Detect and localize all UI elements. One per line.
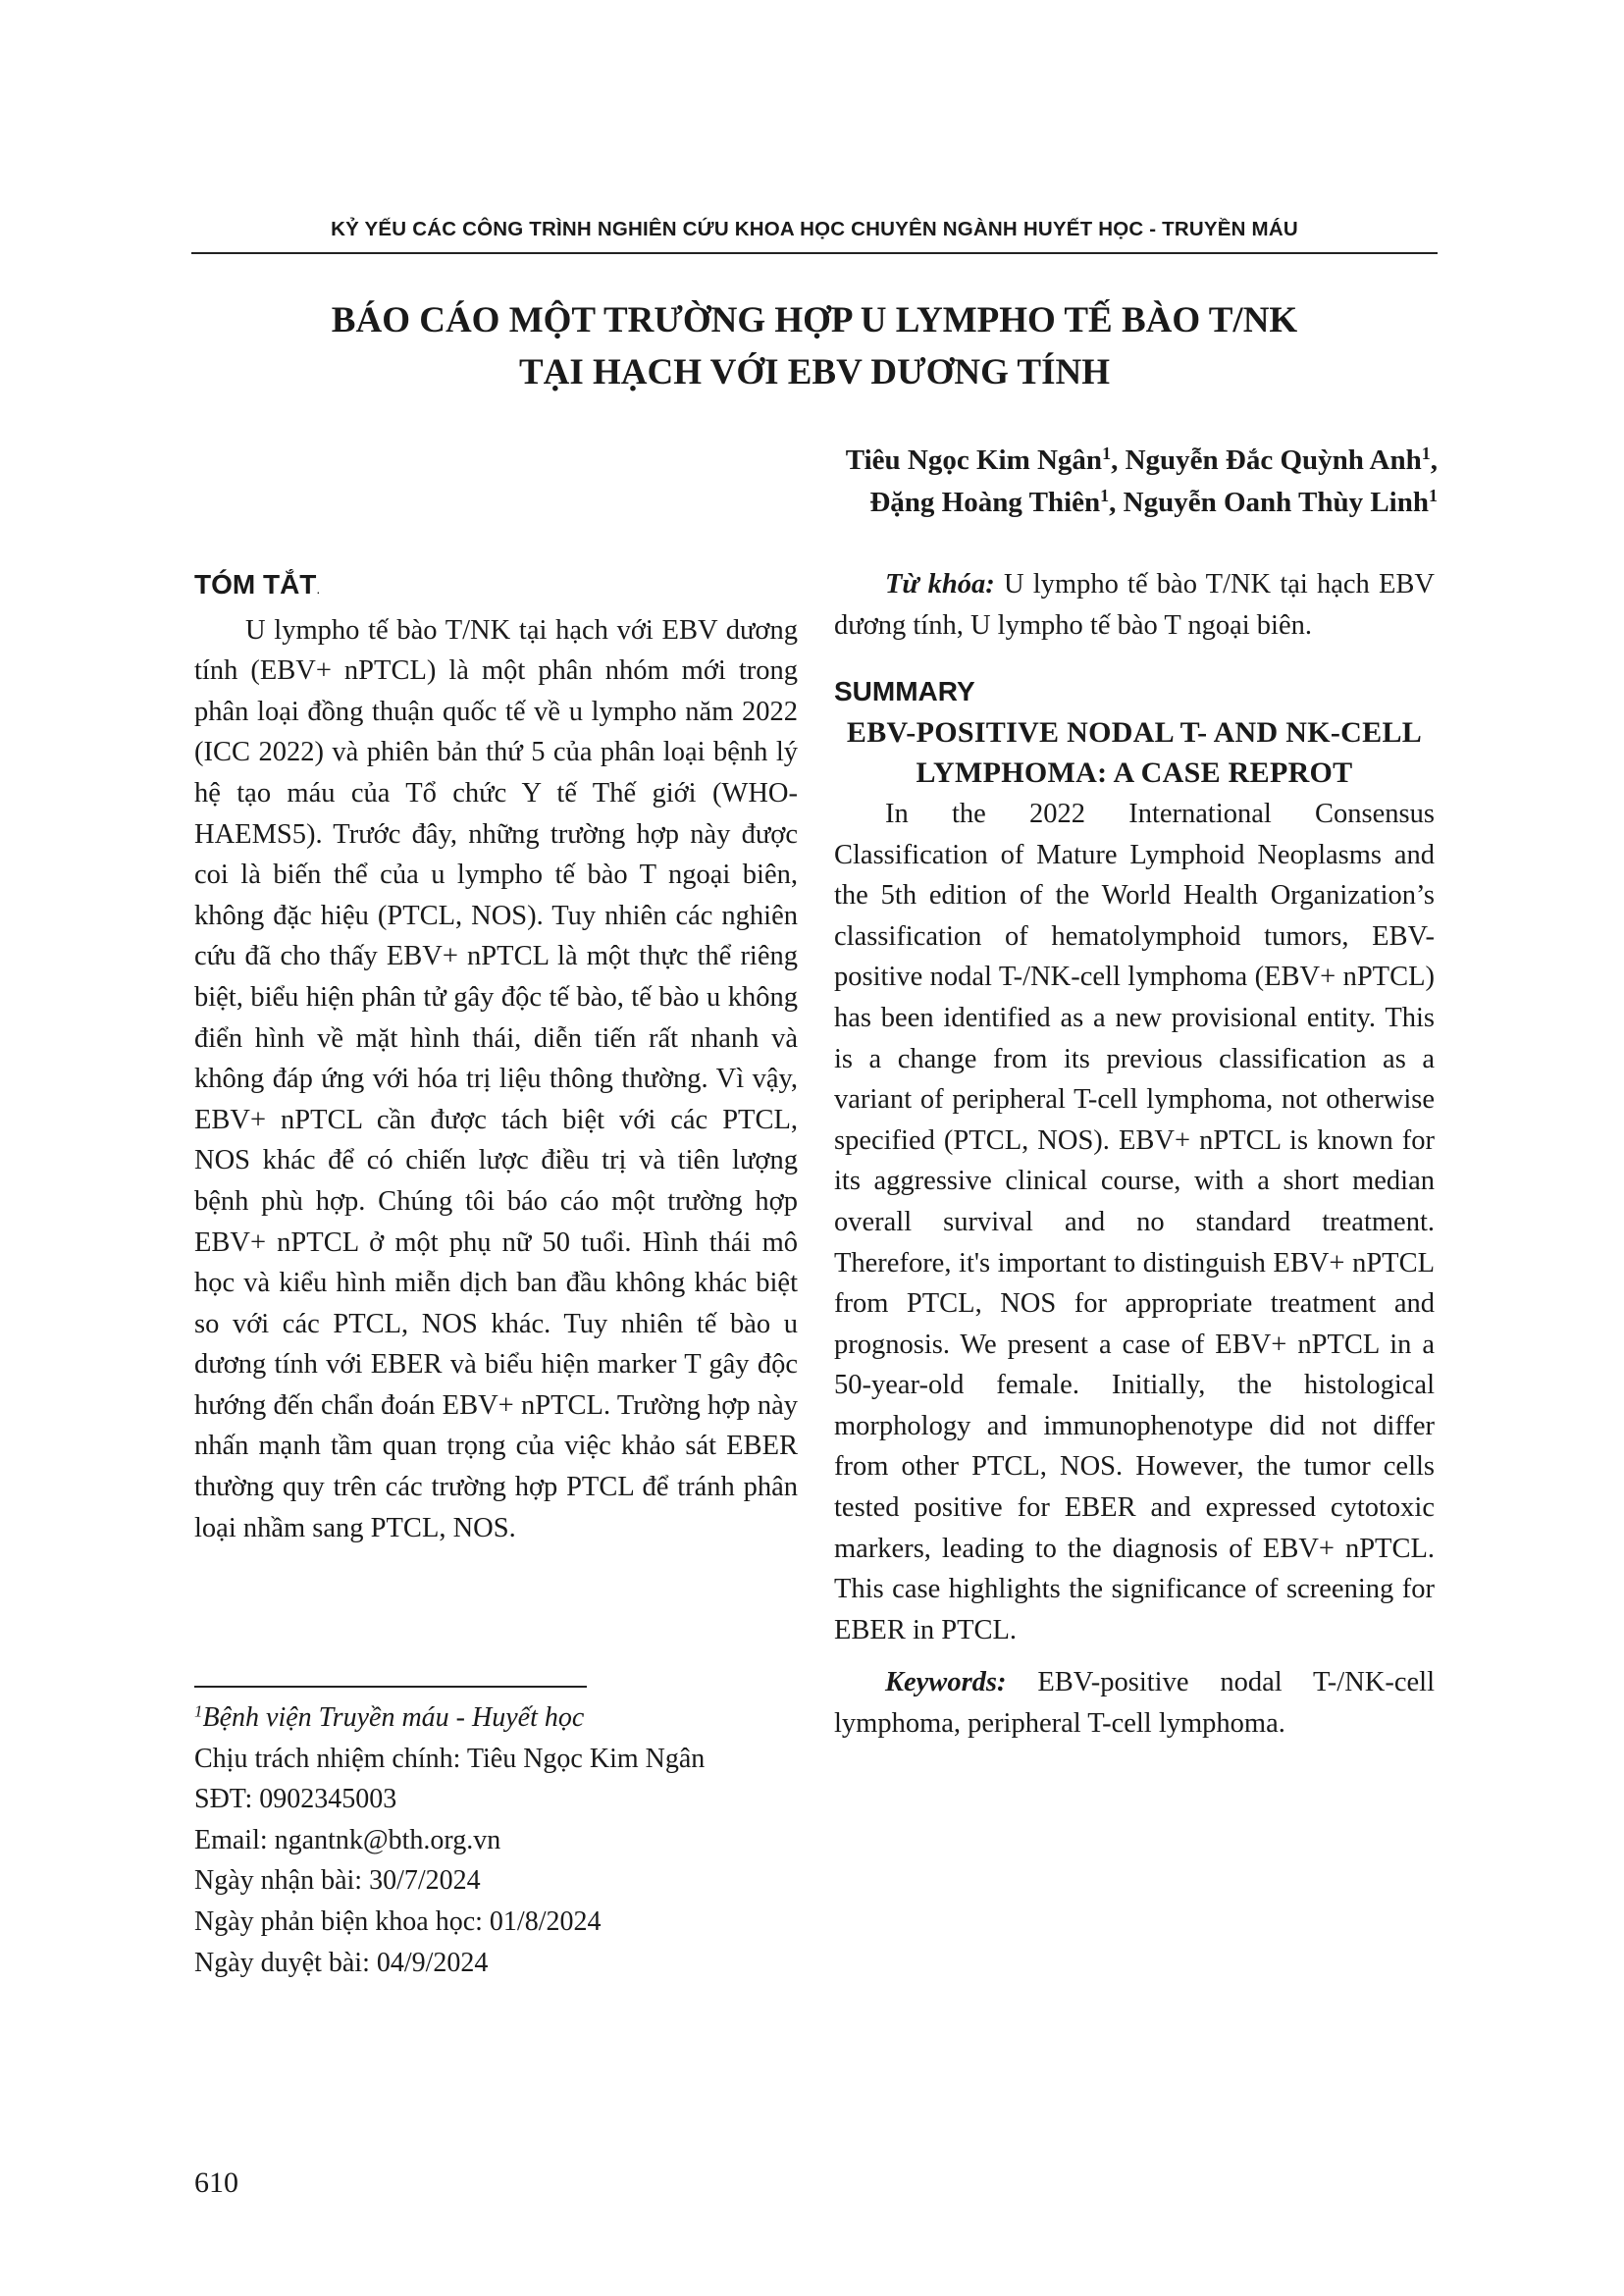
left-column — [194, 564, 798, 1548]
author-name: Tiêu Ngọc Kim Ngân — [845, 444, 1103, 476]
title-line-1: BÁO CÁO MỘT TRƯỜNG HỢP U LYMPHO TẾ BÀO T/NK — [331, 300, 1298, 340]
heading-dot: . — [316, 581, 321, 597]
keywords-en — [834, 1662, 1435, 1744]
author-line-1: Tiêu Ngọc Kim Ngân$^1$, Nguyễn Đắc Quỳnh Anh$^1$, — [845, 444, 1438, 476]
keywords-vi-label: Từ khóa: — [885, 569, 995, 600]
footnote-accepted: Ngày duyệt bài: 04/9/2024 — [194, 1947, 489, 1978]
summary-body: In the 2022 International Consensus Classification of Mature Lymphoid Neoplasms and the 5th edition of the World Health Organization’s classification of hematolymphoid tumors, EBV-positive nodal T-/NK-cell lymphoma (EBV+ nPTCL) has been identified as a new provisional entity. This is a change from its previous classification as a variant of peripheral T-cell lymphoma, not otherwise specified (PTCL, NOS). EBV+ nPTCL is known for its aggressive clinical course, with a short median overall survival and no standard treatment. Therefore, it's important to distinguish EBV+ nPTCL from PTCL, NOS for appropriate treatment and prognosis. We present a case of EBV+ nPTCL in a 50-year-old female. Initially, the histological morphology and immunophenotype did not differ from other PTCL, NOS. However, the tumor cells tested positive for EBER and expressed cytotoxic markers, leading to the diagnosis of EBV+ nPTCL. This case highlights the significance of screening for EBER in PTCL. — [834, 798, 1435, 1645]
running-header: KỶ YẾU CÁC CÔNG TRÌNH NGHIÊN CỨU KHOA HỌC CHUYÊN NGÀNH HUYẾT HỌC - TRUYỀN MÁU — [331, 218, 1298, 240]
affiliation-mark: 1 — [1421, 444, 1431, 464]
keywords-vi — [834, 564, 1435, 646]
footnote-mark: 1 — [194, 1701, 203, 1721]
author-list — [846, 440, 1438, 524]
summary-title: EBV-POSITIVE NODAL T- AND NK-CELL LYMPHOMA: A CASE REPROT — [846, 715, 1423, 790]
author-name: Nguyễn Oanh Thùy Linh — [1123, 487, 1429, 518]
footnotes — [194, 1697, 822, 1983]
footnote-reviewed: Ngày phản biện khoa học: 01/8/2024 — [194, 1905, 602, 1937]
abstract-vi-body: U lympho tế bào T/NK tại hạch với EBV dương tính (EBV+ nPTCL) là một phân nhóm mới trong phân loại đồng thuận quốc tế về u lympho năm 2022 (ICC 2022) và phiên bản thứ 5 của phân loại bệnh lý hệ tạo máu của Tổ chức Y tế Thế giới (WHO-HAEMS5). Trước đây, những trường hợp này được coi là biến thể của u lympho tế bào T ngoại biên, không đặc hiệu (PTCL, NOS). Tuy nhiên các nghiên cứu đã cho thấy EBV+ nPTCL là một thực thể riêng biệt, biểu hiện phân tử gây độc tế bào, tế bào u không điển hình về mặt hình thái, diễn tiến rất nhanh và không đáp ứng với hóa trị liệu thông thường. Vì vậy, EBV+ nPTCL cần được tách biệt với các PTCL, NOS khác để có chiến lược điều trị và tiên lượng bệnh phù hợp. Chúng tôi báo cáo một trường hợp EBV+ nPTCL ở một phụ nữ 50 tuổi. Hình thái mô học và kiểu hình miễn dịch ban đầu không khác biệt so với các PTCL, NOS khác. Tuy nhiên tế bào u dương tính với EBER và biểu hiện marker T gây độc hướng đến chẩn đoán EBV+ nPTCL. Trường hợp này nhấn mạnh tầm quan trọng của việc khảo sát EBER thường quy trên các trường hợp PTCL để tránh phân loại nhầm sang PTCL, NOS. — [194, 614, 798, 1543]
header-rule — [191, 252, 1438, 254]
footnote-rule — [194, 1686, 587, 1688]
summary-heading: SUMMARY — [834, 676, 975, 707]
author-name: Nguyễn Đắc Quỳnh Anh — [1125, 444, 1422, 476]
footnote-affiliation: $^1$Bệnh viện Truyền máu - Huyết học — [194, 1701, 585, 1733]
footnote-phone: SĐT: 0902345003 — [194, 1784, 397, 1815]
abstract-vi-heading: TÓM TẮT. — [194, 569, 321, 600]
right-column — [834, 564, 1435, 1745]
author-line-2: Đặng Hoàng Thiên$^1$, Nguyễn Oanh Thùy Linh$^1$ — [869, 486, 1438, 518]
article-title — [191, 294, 1438, 398]
affiliation-mark: 1 — [1102, 444, 1112, 464]
footnote-email: Email: ngantnk@bth.org.vn — [194, 1824, 501, 1855]
keywords-vi-text: U lympho tế bào T/NK tại hạch EBV dương tính, U lympho tế bào T ngoại biên. — [834, 569, 1436, 641]
footnote-corresponding: Chịu trách nhiệm chính: Tiêu Ngọc Kim Ngân — [194, 1743, 706, 1774]
affiliation-mark: 1 — [1100, 486, 1110, 506]
page-number: 610 — [194, 2166, 238, 2199]
title-line-2: TẠI HẠCH VỚI EBV DƯƠNG TÍNH — [518, 352, 1111, 392]
footnote-received: Ngày nhận bài: 30/7/2024 — [194, 1865, 481, 1897]
affiliation-mark: 1 — [1429, 486, 1438, 506]
keywords-en-label: Keywords: — [885, 1667, 1007, 1698]
author-name: Đặng Hoàng Thiên — [869, 487, 1101, 518]
keywords-en-text: EBV-positive nodal T-/NK-cell lymphoma, peripheral T-cell lymphoma. — [834, 1667, 1435, 1740]
